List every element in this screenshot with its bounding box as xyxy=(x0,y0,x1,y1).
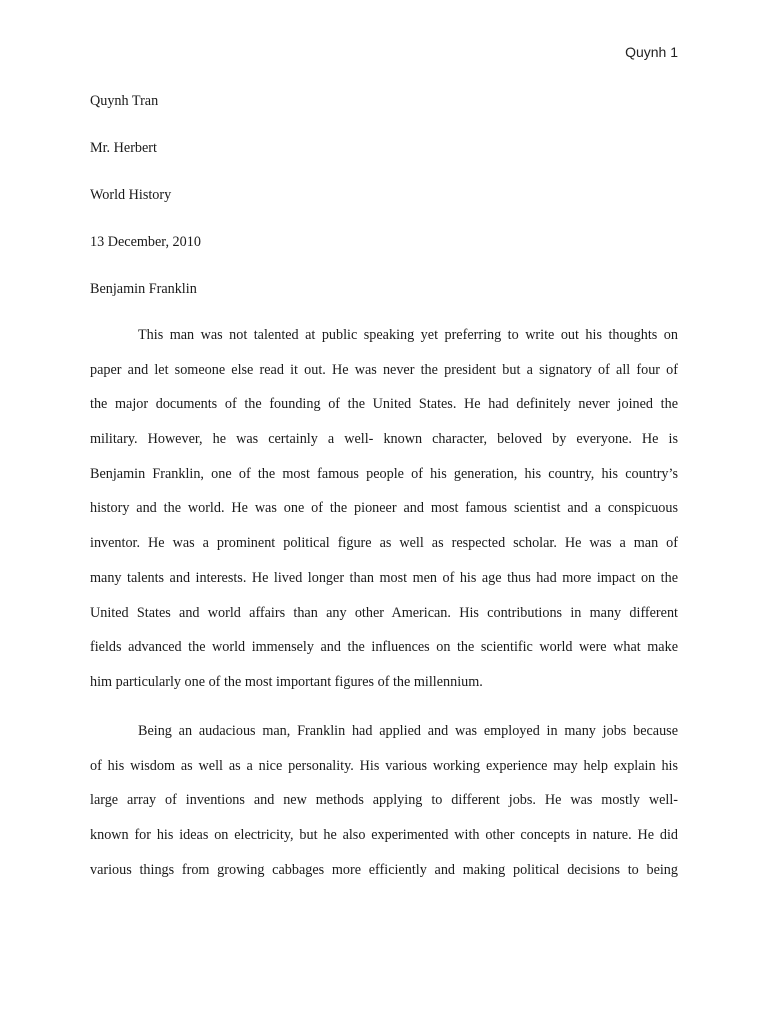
paragraph-line: many talents and interests. He lived longer than most men of his age thus had more impact on the xyxy=(90,569,678,586)
teacher-name: Mr. Herbert xyxy=(90,140,157,156)
essay-date: 13 December, 2010 xyxy=(90,234,201,250)
paragraph-line: him particularly one of the most important figures of the millennium. xyxy=(90,673,483,690)
paragraph-line: various things from growing cabbages more efficiently and making political decisions to being xyxy=(90,861,678,878)
paragraph-1 xyxy=(90,318,678,700)
paragraph-line: history and the world. He was one of the pioneer and most famous scientist and a conspicuous xyxy=(90,500,678,517)
paragraph-line: the major documents of the founding of the United States. He had definitely never joined the xyxy=(90,396,678,413)
paragraph-line: fields advanced the world immensely and the influences on the scientific world were what make xyxy=(90,639,678,656)
paragraph-2 xyxy=(90,714,678,887)
paragraph-line: inventor. He was a prominent political figure as well as respected scholar. He was a man of xyxy=(90,535,678,552)
running-head: Quynh 1 xyxy=(625,44,678,60)
paragraph-line: known for his ideas on electricity, but he also experimented with other concepts in nature. He did xyxy=(90,827,678,844)
paragraph-line: Being an audacious man, Franklin had applied and was employed in many jobs because xyxy=(138,723,678,739)
paragraph-line: paper and let someone else read it out. He was never the president but a signatory of all four of xyxy=(90,361,678,378)
paragraph-line: This man was not talented at public speaking yet preferring to write out his thoughts on xyxy=(138,327,678,343)
paragraph-line: Benjamin Franklin, one of the most famous people of his generation, his country, his country’s xyxy=(90,465,678,482)
paragraph-line: large array of inventions and new methods applying to different jobs. He was mostly well- xyxy=(90,792,678,809)
paragraph-line: United States and world affairs than any other American. His contributions in many different xyxy=(90,604,678,621)
paragraph-line: military. However, he was certainly a well- known character, beloved by everyone. He is xyxy=(90,431,678,448)
student-name: Quynh Tran xyxy=(90,93,159,109)
paragraph-line: of his wisdom as well as a nice personality. His various working experience may help explain his xyxy=(90,757,678,774)
course-name: World History xyxy=(90,187,172,203)
essay-title: Benjamin Franklin xyxy=(90,281,197,297)
